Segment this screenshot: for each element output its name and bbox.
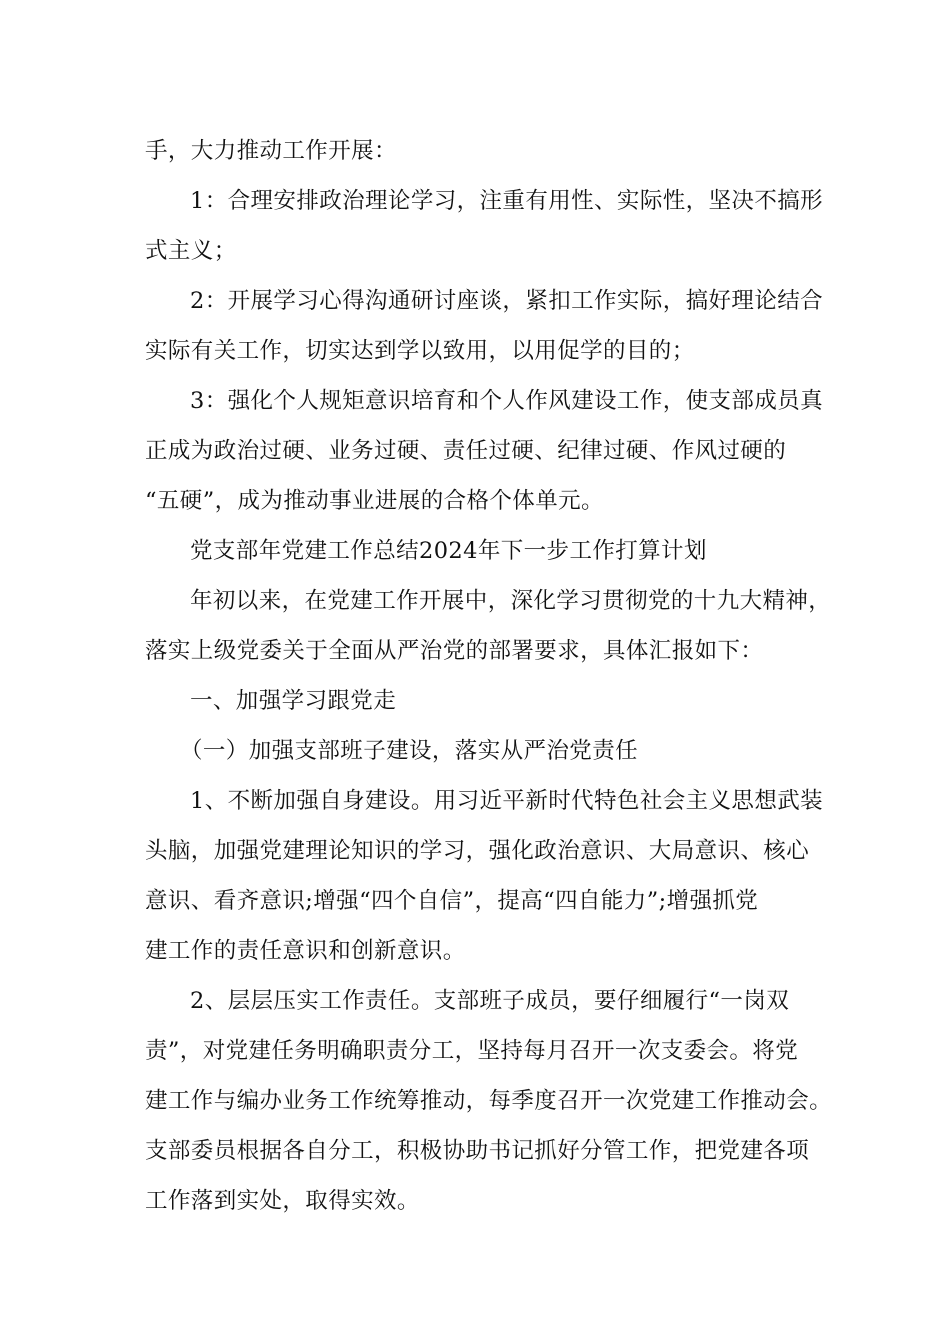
paragraph-line: 2、层层压实工作责任。支部班子成员，要仔细履行“一岗双 xyxy=(190,988,790,1014)
paragraph-line: 2：开展学习心得沟通研讨座谈，紧扣工作实际，搞好理论结合 xyxy=(190,288,824,314)
paragraph-line: 支部委员根据各自分工，积极协助书记抓好分管工作，把党建各项 xyxy=(145,1138,810,1164)
paragraph-line: 3：强化个人规矩意识培育和个人作风建设工作，使支部成员真 xyxy=(190,388,824,414)
section-heading: 一、加强学习跟党走 xyxy=(190,688,397,714)
paragraph-line: 正成为政治过硬、业务过硬、责任过硬、纪律过硬、作风过硬的 xyxy=(145,438,787,464)
paragraph-line: 手，大力推动工作开展： xyxy=(145,138,397,164)
paragraph-line: 头脑，加强党建理论知识的学习，强化政治意识、大局意识、核心 xyxy=(145,838,810,864)
section-title: 党支部年党建工作总结2024年下一步工作打算计划 xyxy=(190,538,707,564)
paragraph-line: 责”，对党建任务明确职责分工，坚持每月召开一次支委会。将党 xyxy=(145,1038,799,1064)
paragraph-line: 年初以来，在党建工作开展中，深化学习贯彻党的十九大精神， xyxy=(190,588,832,614)
subsection-heading: （一）加强支部班子建设，落实从严治党责任 xyxy=(180,738,639,764)
paragraph-line: “五硬”，成为推动事业进展的合格个体单元。 xyxy=(145,488,604,514)
paragraph-line: 意识、看齐意识;增强“四个自信”，提高“四自能力”;增强抓党 xyxy=(145,888,759,914)
paragraph-line: 1：合理安排政治理论学习，注重有用性、实际性，坚决不搞形 xyxy=(190,188,824,214)
paragraph-line: 1、不断加强自身建设。用习近平新时代特色社会主义思想武装 xyxy=(190,788,824,814)
paragraph-line: 落实上级党委关于全面从严治党的部署要求，具体汇报如下： xyxy=(145,638,764,664)
paragraph-line: 式主义； xyxy=(145,238,237,264)
paragraph-line: 实际有关工作，切实达到学以致用，以用促学的目的； xyxy=(145,338,695,364)
paragraph-line: 工作落到实处，取得实效。 xyxy=(145,1188,420,1214)
paragraph-line: 建工作的责任意识和创新意识。 xyxy=(145,938,466,964)
paragraph-line: 建工作与编办业务工作统筹推动，每季度召开一次党建工作推动会。 xyxy=(145,1088,833,1114)
